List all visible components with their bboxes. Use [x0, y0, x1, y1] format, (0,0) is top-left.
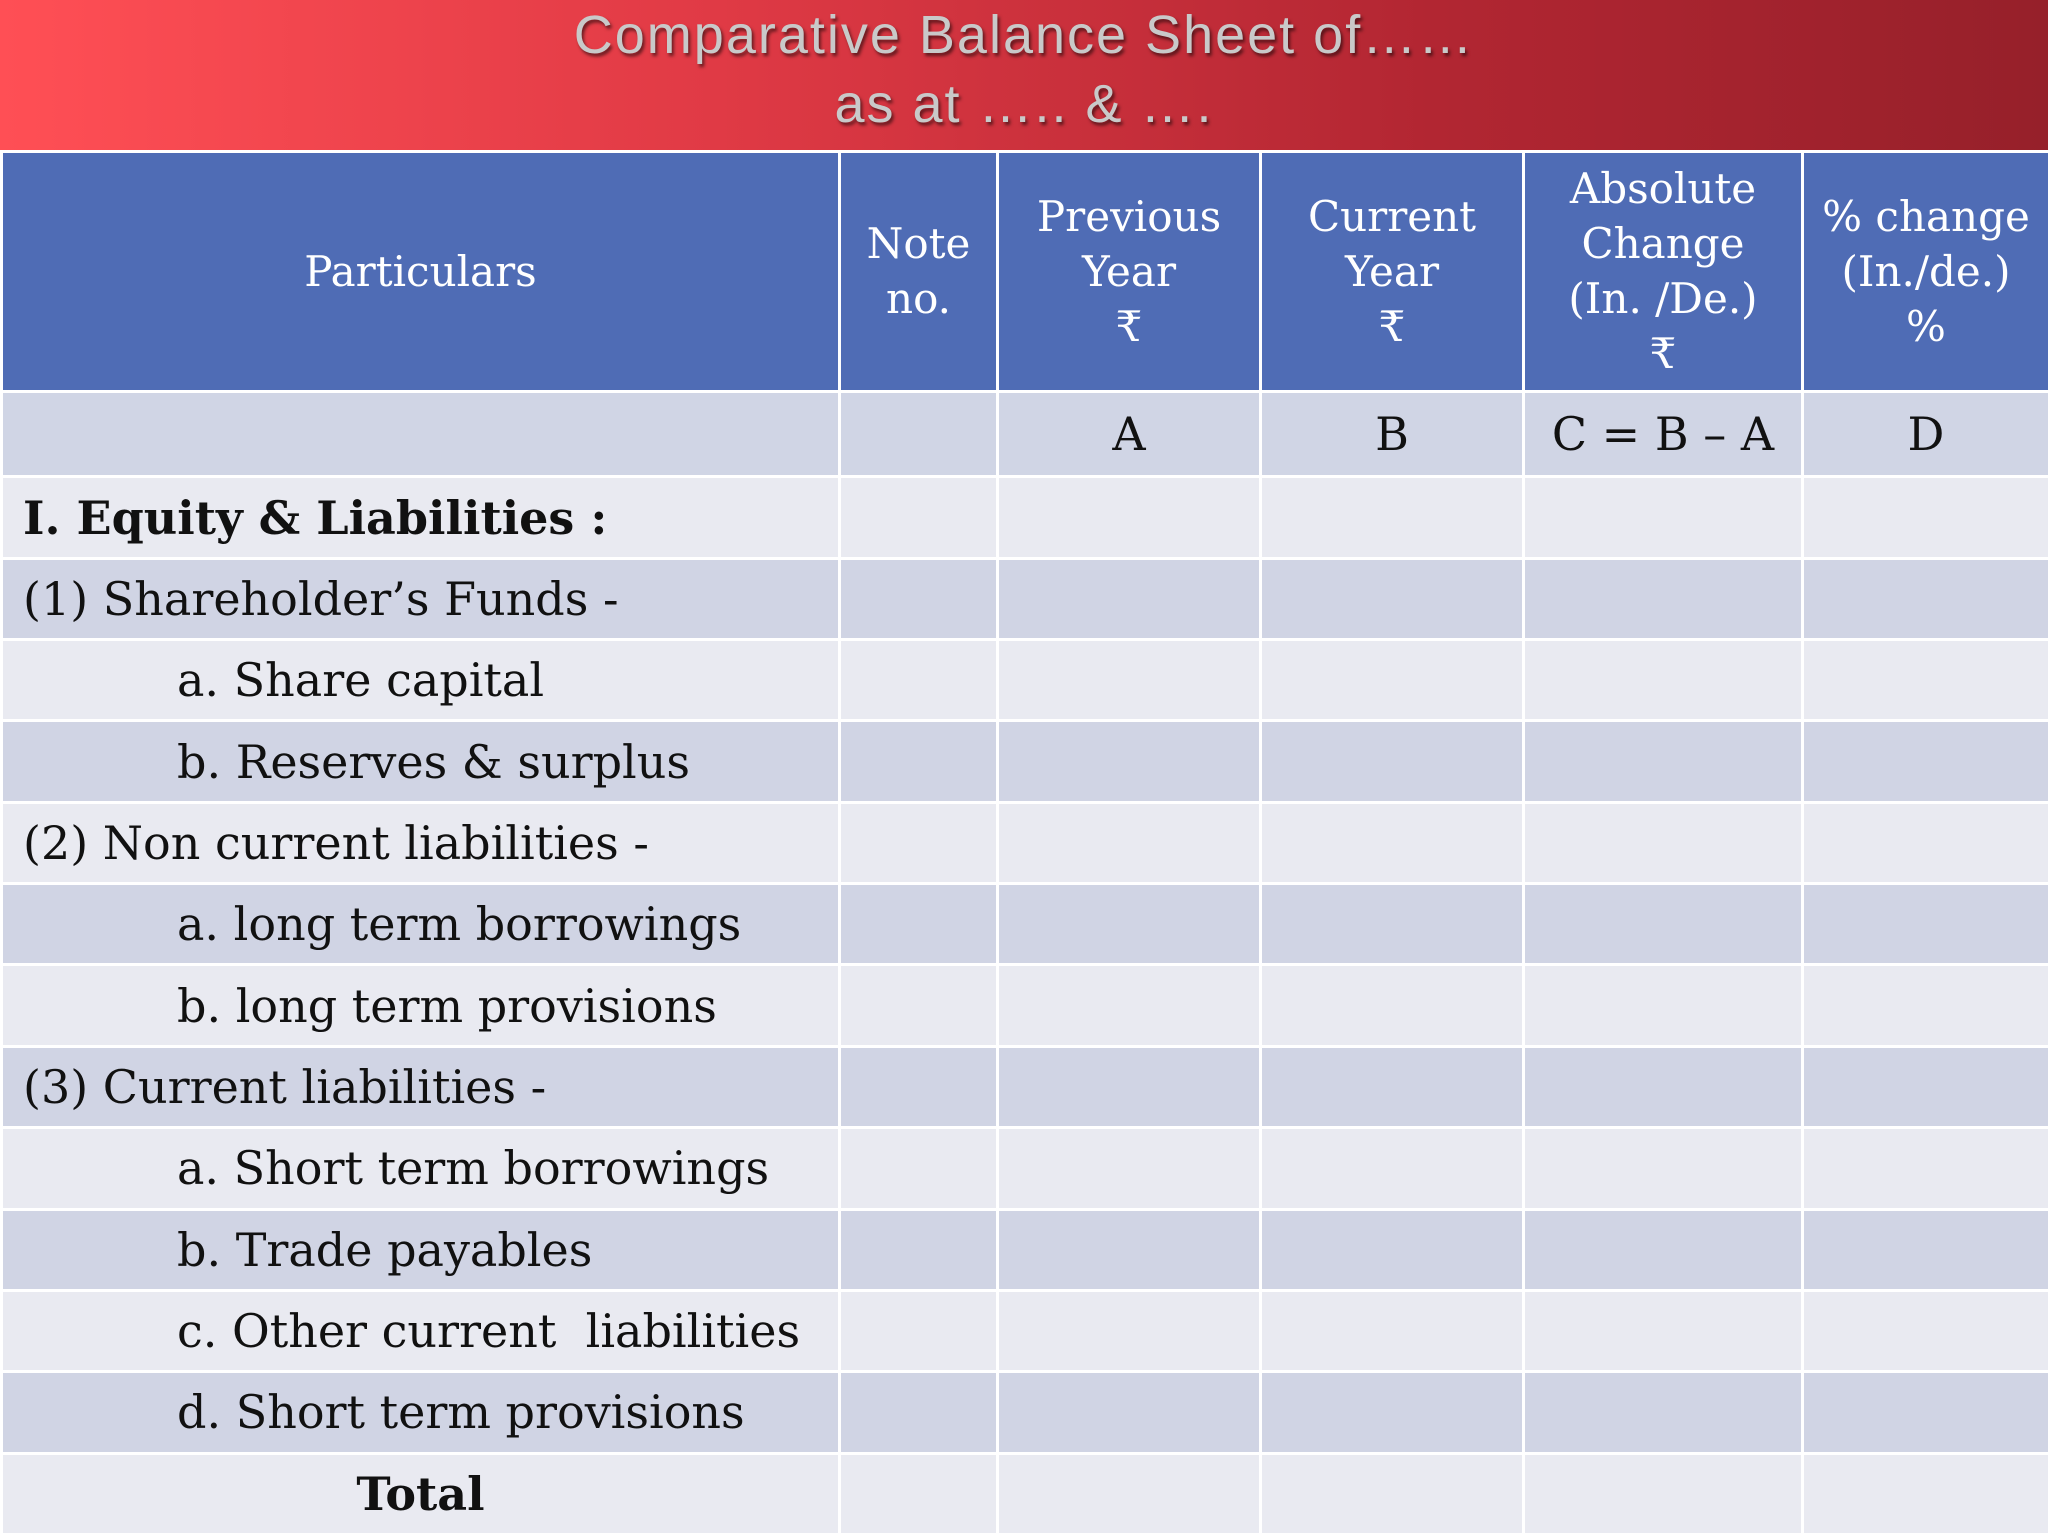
table-row	[2, 802, 2048, 883]
header-percent-change: % change (In./de.) %	[1803, 152, 2048, 392]
header-current-year: Current Year ₹	[1261, 152, 1524, 392]
cell-previous-year	[998, 884, 1261, 965]
title-line-1: Comparative Balance Sheet of……	[573, 5, 1475, 65]
cell-previous-year	[998, 802, 1261, 883]
total-row	[2, 1453, 2048, 1534]
cell-note	[840, 1209, 998, 1290]
table-row	[2, 721, 2048, 802]
table-row	[2, 640, 2048, 721]
table-row	[2, 558, 2048, 639]
row-label: c. Other current liabilities	[2, 1290, 840, 1371]
cell-absolute-change	[1524, 1290, 1803, 1371]
key-particulars	[2, 391, 840, 476]
header-note-no: Note no.	[840, 152, 998, 392]
header-absolute-change: Absolute Change (In. /De.) ₹	[1524, 152, 1803, 392]
cell-previous-year	[998, 965, 1261, 1046]
table-row	[2, 477, 2048, 558]
cell-percent-change	[1803, 1453, 2048, 1534]
key-current-year: B	[1261, 391, 1524, 476]
title-banner	[0, 0, 2048, 150]
row-label: a. Short term borrowings	[2, 1128, 840, 1209]
row-label: d. Short term provisions	[2, 1372, 840, 1453]
row-label: (3) Current liabilities -	[2, 1046, 840, 1127]
cell-current-year	[1261, 1372, 1524, 1453]
cell-note	[840, 1128, 998, 1209]
cell-absolute-change	[1524, 1046, 1803, 1127]
cell-absolute-change	[1524, 477, 1803, 558]
cell-note	[840, 1453, 998, 1534]
key-previous-year: A	[998, 391, 1261, 476]
header-particulars: Particulars	[2, 152, 840, 392]
cell-previous-year	[998, 558, 1261, 639]
cell-current-year	[1261, 477, 1524, 558]
cell-previous-year	[998, 1209, 1261, 1290]
table-row	[2, 965, 2048, 1046]
cell-percent-change	[1803, 1372, 2048, 1453]
key-note	[840, 391, 998, 476]
cell-absolute-change	[1524, 721, 1803, 802]
row-label: b. Trade payables	[2, 1209, 840, 1290]
cell-current-year	[1261, 1128, 1524, 1209]
cell-percent-change	[1803, 1046, 2048, 1127]
cell-absolute-change	[1524, 884, 1803, 965]
row-label: a. Share capital	[2, 640, 840, 721]
table-row	[2, 1128, 2048, 1209]
cell-percent-change	[1803, 1209, 2048, 1290]
cell-percent-change	[1803, 965, 2048, 1046]
cell-absolute-change	[1524, 1372, 1803, 1453]
cell-absolute-change	[1524, 558, 1803, 639]
table-row	[2, 884, 2048, 965]
row-label: (1) Shareholder’s Funds -	[2, 558, 840, 639]
cell-percent-change	[1803, 558, 2048, 639]
title-line-2: as at ….. & ….	[834, 74, 1214, 134]
cell-percent-change	[1803, 640, 2048, 721]
cell-note	[840, 477, 998, 558]
cell-note	[840, 640, 998, 721]
cell-previous-year	[998, 1046, 1261, 1127]
cell-current-year	[1261, 1453, 1524, 1534]
cell-current-year	[1261, 802, 1524, 883]
cell-previous-year	[998, 1453, 1261, 1534]
cell-note	[840, 965, 998, 1046]
cell-previous-year	[998, 640, 1261, 721]
cell-current-year	[1261, 1290, 1524, 1371]
row-label: I. Equity & Liabilities :	[2, 477, 840, 558]
cell-previous-year	[998, 721, 1261, 802]
cell-absolute-change	[1524, 1209, 1803, 1290]
cell-current-year	[1261, 884, 1524, 965]
row-label: (2) Non current liabilities -	[2, 802, 840, 883]
cell-current-year	[1261, 965, 1524, 1046]
cell-note	[840, 884, 998, 965]
cell-absolute-change	[1524, 965, 1803, 1046]
cell-current-year	[1261, 558, 1524, 639]
cell-note	[840, 721, 998, 802]
row-label: b. long term provisions	[2, 965, 840, 1046]
table-row	[2, 1046, 2048, 1127]
table-row	[2, 1372, 2048, 1453]
table-row	[2, 1290, 2048, 1371]
total-label: Total	[2, 1453, 840, 1534]
balance-sheet-table	[0, 150, 2048, 1536]
cell-note	[840, 1046, 998, 1127]
cell-percent-change	[1803, 721, 2048, 802]
cell-percent-change	[1803, 477, 2048, 558]
cell-percent-change	[1803, 1128, 2048, 1209]
header-row	[2, 152, 2048, 392]
cell-previous-year	[998, 1290, 1261, 1371]
cell-previous-year	[998, 477, 1261, 558]
cell-percent-change	[1803, 1290, 2048, 1371]
cell-note	[840, 1372, 998, 1453]
key-absolute-change: C = B – A	[1524, 391, 1803, 476]
cell-previous-year	[998, 1372, 1261, 1453]
cell-current-year	[1261, 721, 1524, 802]
cell-current-year	[1261, 1209, 1524, 1290]
cell-absolute-change	[1524, 640, 1803, 721]
cell-absolute-change	[1524, 1453, 1803, 1534]
cell-note	[840, 1290, 998, 1371]
cell-previous-year	[998, 1128, 1261, 1209]
cell-absolute-change	[1524, 802, 1803, 883]
cell-percent-change	[1803, 802, 2048, 883]
cell-absolute-change	[1524, 1128, 1803, 1209]
cell-note	[840, 558, 998, 639]
cell-current-year	[1261, 640, 1524, 721]
key-percent-change: D	[1803, 391, 2048, 476]
table-row	[2, 1209, 2048, 1290]
cell-current-year	[1261, 1046, 1524, 1127]
header-previous-year: Previous Year ₹	[998, 152, 1261, 392]
column-key-row	[2, 391, 2048, 476]
row-label: b. Reserves & surplus	[2, 721, 840, 802]
cell-percent-change	[1803, 884, 2048, 965]
row-label: a. long term borrowings	[2, 884, 840, 965]
cell-note	[840, 802, 998, 883]
